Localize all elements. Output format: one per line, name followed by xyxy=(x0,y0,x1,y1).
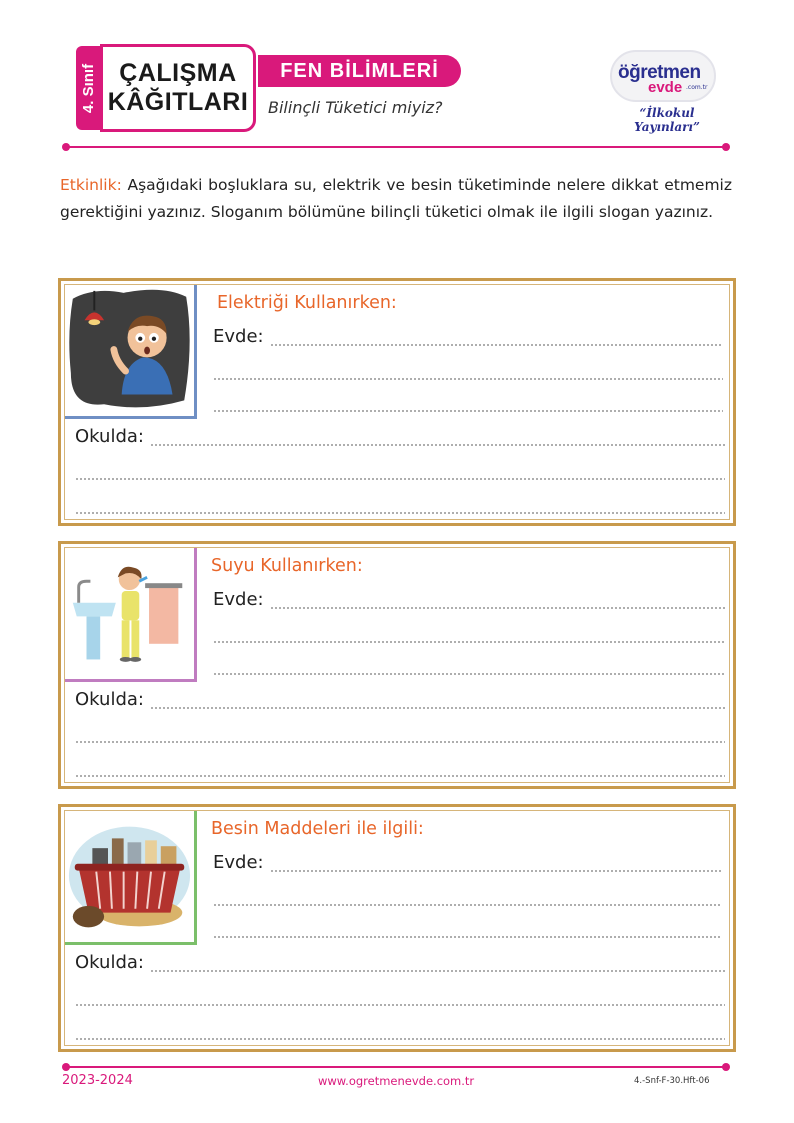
logo-brand-bottom: evde xyxy=(648,79,683,96)
section-heading: Suyu Kullanırken: xyxy=(211,556,363,576)
dotted-line xyxy=(150,688,725,710)
home-label: Evde: xyxy=(213,326,264,347)
title-line-2: KÂĞITLARI xyxy=(107,88,249,116)
school-answer-line-2[interactable] xyxy=(75,985,725,1007)
dotted-line xyxy=(270,325,723,347)
school-label: Okulda: xyxy=(75,952,144,973)
title-line-1: ÇALIŞMA xyxy=(119,59,237,88)
activity-box-water xyxy=(58,541,736,789)
activity-box-electricity xyxy=(58,278,736,526)
school-answer-line[interactable] xyxy=(75,688,725,710)
publisher-logo xyxy=(604,44,722,134)
header-divider xyxy=(66,146,726,148)
home-answer-line[interactable] xyxy=(213,588,725,610)
boy-dark-room-icon xyxy=(65,285,194,416)
shopping-basket-icon xyxy=(65,811,194,942)
topic-title: Bilinçli Tüketici miyiz? xyxy=(268,98,443,117)
dotted-line xyxy=(270,588,725,610)
footer-website-link[interactable]: www.ogretmenevde.com.tr xyxy=(318,1074,475,1088)
instructions xyxy=(60,172,732,226)
instructions-label: Etkinlik: xyxy=(60,176,122,194)
water-illustration xyxy=(65,548,197,682)
subject-pill: FEN BİLİMLERİ xyxy=(258,55,461,87)
logo-tagline: “İlkokul Yayınları” xyxy=(634,106,700,134)
school-answer-line-3[interactable] xyxy=(75,756,725,778)
home-label: Evde: xyxy=(213,589,264,610)
girl-brushing-teeth-icon xyxy=(65,548,194,679)
dotted-line xyxy=(75,1019,725,1041)
dotted-line xyxy=(75,756,725,778)
instructions-text: Aşağıdaki boşluklara su, elektrik ve besin tüketiminde nelere dikkat etmemiz gerektiğini yazınız. Sloganım bölümüne bilinçli tüketici olmak ile ilgili slogan yazınız. xyxy=(60,176,732,221)
dotted-line xyxy=(75,459,725,481)
school-answer-line-3[interactable] xyxy=(75,493,725,515)
dotted-line xyxy=(213,622,725,644)
school-answer-line-2[interactable] xyxy=(75,722,725,744)
footer-divider xyxy=(66,1066,726,1068)
home-label: Evde: xyxy=(213,852,264,873)
dotted-line xyxy=(150,425,725,447)
footer-year: 2023-2024 xyxy=(62,1073,133,1088)
logo-brand-top: öğretmen xyxy=(618,62,701,83)
title-box xyxy=(100,44,256,132)
grade-tab xyxy=(76,46,102,130)
activity-box-food xyxy=(58,804,736,1052)
dotted-line xyxy=(213,654,725,676)
school-answer-line[interactable] xyxy=(75,425,725,447)
school-answer-line-3[interactable] xyxy=(75,1019,725,1041)
dotted-line xyxy=(75,722,725,744)
school-label: Okulda: xyxy=(75,426,144,447)
footer-code: 4.-Snf-F-30.Hft-06 xyxy=(634,1076,710,1086)
home-answer-line[interactable] xyxy=(213,325,723,347)
dotted-line xyxy=(213,391,723,413)
home-answer-line-3[interactable] xyxy=(213,654,725,676)
logo-domain-suffix: .com.tr xyxy=(686,84,708,91)
school-answer-line-2[interactable] xyxy=(75,459,725,481)
food-illustration xyxy=(65,811,197,945)
dotted-line xyxy=(213,885,721,907)
dotted-line xyxy=(213,917,721,939)
school-answer-line[interactable] xyxy=(75,951,725,973)
home-answer-line-2[interactable] xyxy=(213,885,721,907)
dotted-line xyxy=(75,985,725,1007)
section-heading: Besin Maddeleri ile ilgili: xyxy=(211,819,424,839)
home-answer-line-3[interactable] xyxy=(213,391,723,413)
section-heading: Elektriği Kullanırken: xyxy=(217,293,397,313)
grade-label: 4. Sınıf xyxy=(80,63,98,113)
dotted-line xyxy=(270,851,721,873)
dotted-line xyxy=(75,493,725,515)
electricity-illustration xyxy=(65,285,197,419)
dotted-line xyxy=(150,951,725,973)
home-answer-line[interactable] xyxy=(213,851,721,873)
home-answer-line-2[interactable] xyxy=(213,359,723,381)
home-answer-line-3[interactable] xyxy=(213,917,721,939)
dotted-line xyxy=(213,359,723,381)
school-label: Okulda: xyxy=(75,689,144,710)
home-answer-line-2[interactable] xyxy=(213,622,725,644)
